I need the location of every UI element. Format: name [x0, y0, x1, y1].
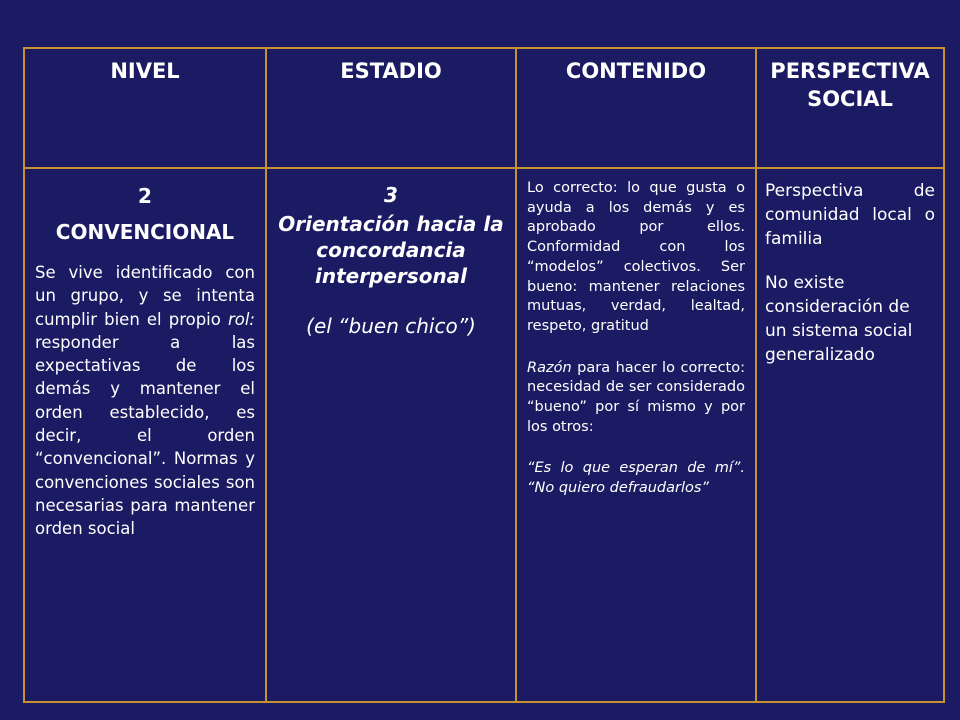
perspectiva-paragraph-1: Perspectiva de comunidad local o familia: [765, 181, 935, 249]
nivel-description: [35, 261, 255, 541]
nivel-desc-rol: rol:: [227, 309, 255, 329]
estadio-cell: [266, 168, 516, 702]
contenido-paragraph-2: [527, 359, 745, 438]
nivel-cell: [24, 168, 266, 702]
nivel-name: CONVENCIONAL: [55, 220, 235, 244]
nivel-number: 2: [138, 184, 152, 208]
header-contenido: CONTENIDO: [516, 48, 756, 168]
estadio-number: 3: [384, 183, 398, 207]
perspectiva-cell: [756, 168, 944, 702]
contenido-cell: [516, 168, 756, 702]
nivel-desc-a: Se vive identificado con un grupo, y se intenta cumplir bien el propio: [35, 263, 255, 329]
header-row: [24, 48, 944, 168]
perspectiva-paragraph-2: No existe consideración de un sistema social generalizado: [765, 273, 913, 365]
stage-row: [24, 168, 944, 702]
contenido-razon-text: para hacer lo correcto: necesidad de ser considerado “bueno” por sí mismo y por los otros:: [527, 359, 745, 435]
contenido-razon-label: Razón: [527, 359, 572, 376]
header-nivel: NIVEL: [24, 48, 266, 168]
estadio-subtitle: (el “buen chico”): [306, 314, 476, 338]
contenido-paragraph-1: Lo correcto: lo que gusta o ayuda a los demás y es aprobado por ellos. Conformidad con los “modelos” colectivos. Ser bueno: mantener relaciones mutuas, verdad, lealtad, respeto, gratitud: [527, 180, 745, 334]
header-estadio: ESTADIO: [266, 48, 516, 168]
nivel-desc-b: responder a las expectativas de los demás y mantener el orden establecido, es decir, el orden “convencional”. Normas y convenciones sociales son necesarias para mantener orden social: [35, 332, 255, 539]
contenido-quote: “Es lo que esperan de mí”. “No quiero defraudarlos”: [527, 460, 745, 497]
header-perspectiva-social: PERSPECTIVA SOCIAL: [756, 48, 944, 168]
kohlberg-stage-table: [23, 47, 945, 703]
estadio-title: Orientación hacia la concordancia interpersonal: [278, 212, 504, 288]
